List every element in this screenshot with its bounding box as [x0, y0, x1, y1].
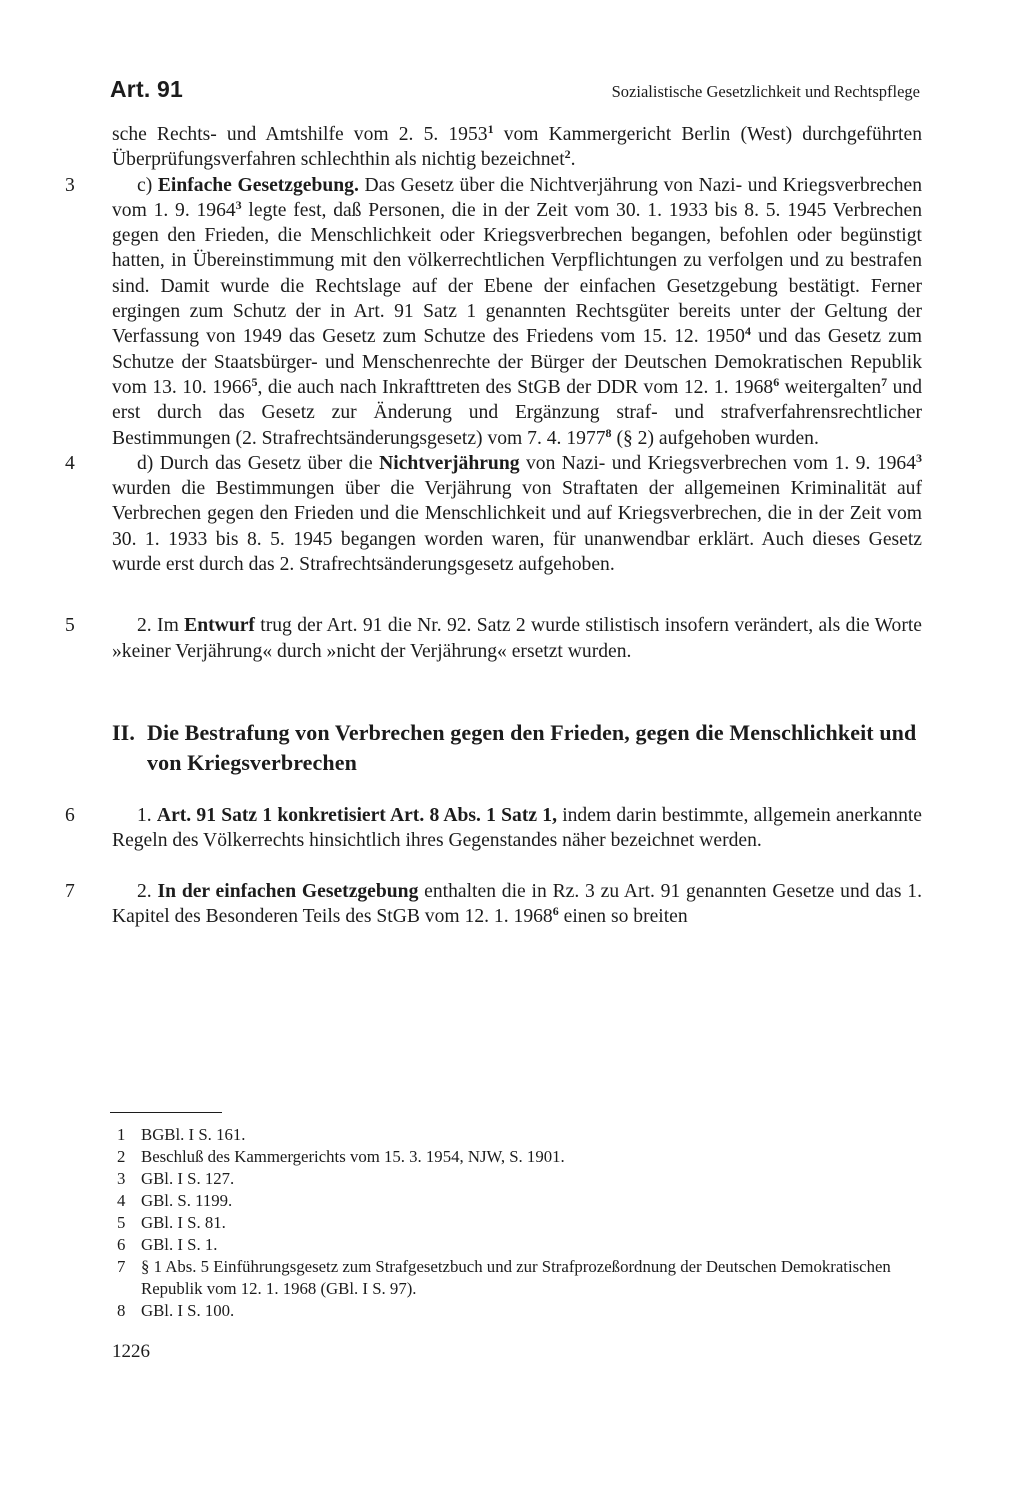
footnote: [117, 1300, 922, 1322]
footnote-ref[interactable]: 3: [916, 450, 923, 465]
text-run: trug der Art. 91 die Nr. 92. Satz 2 wurde stilistisch insofern verändert, als die Worte »keiner Verjährung« durch »nicht der Verjährung« ersetzt wurden.: [112, 615, 922, 662]
section-heading: [112, 718, 922, 778]
section-title: Die Bestrafung von Verbrechen gegen den Frieden, gegen die Menschlichkeit und von Kriegsverbrechen: [147, 719, 917, 775]
footnote-ref[interactable]: 2: [564, 147, 571, 162]
footnote: [117, 1234, 922, 1256]
footnote-number: 1: [117, 1125, 126, 1144]
bold-term: In der einfachen Gesetzgebung: [157, 880, 419, 902]
text-run: (§ 2) aufgehoben wurden.: [611, 427, 819, 449]
text-run: von Nazi- und Kriegsverbrechen vom 1. 9. 1964: [519, 452, 917, 474]
text-run: wurden die Bestimmungen über die Verjährung von Straftaten der allgemeinen Kriminalität auf Verbrechen gegen den Frieden und die Menschlichkeit und auf Kriegsverbrechen, die in der Zeit vom 30. 1. 1933 bis 8. 5. 1945 begangen worden waren, für unanwendbar erklärt. Auch dieses Gesetz wurde erst durch das 2. Strafrechtsänderungsgesetz aufgehoben.: [112, 478, 922, 576]
footnotes: [117, 1124, 922, 1322]
footnote-number: 7: [117, 1257, 126, 1276]
page-number: 1226: [112, 1341, 150, 1362]
paragraph-continued: [112, 122, 922, 173]
footnote-text: Beschluß des Kammergerichts vom 15. 3. 1954, NJW, S. 1901.: [141, 1147, 565, 1166]
text-run: vom Kammergericht Berlin (West) durchgeführten Überprüfungsverfahren schlechthin als nichtig bezeichnet: [112, 124, 922, 171]
footnote: [117, 1146, 922, 1168]
footnote-number: 5: [117, 1213, 126, 1232]
footnote-text: GBl. S. 1199.: [141, 1191, 233, 1210]
footnote: [117, 1190, 922, 1212]
footnote-number: 2: [117, 1147, 126, 1166]
text-run: c): [137, 174, 158, 196]
footnote-ref[interactable]: 8: [605, 425, 612, 440]
footnote-number: 6: [117, 1235, 126, 1254]
margin-number: 4: [65, 452, 75, 474]
text-run: 1.: [137, 804, 157, 826]
text-run: legte fest, daß Personen, die in der Zeit vom 30. 1. 1933 bis 8. 5. 1945 Verbrechen gegen den Frieden, die Menschlichkeit oder Kriegsverbrechen begangen, befohlen oder begünstigt hatten, in Übereinstimmung mit den völkerrechtlichen Verpflichtungen zu verfolgen und zu bestrafen sind. Damit wurde die Rechtslage auf der Ebene der einfachen Gesetzgebung bestätigt. Ferner ergingen zum Schutz der in Art. 91 Satz 1 genannten Rechtsgüter bereits unter der Geltung der Verfassung von 1949 das Gesetz zum Schutze des Friedens vom 15. 12. 1950: [112, 199, 922, 348]
footnote: [117, 1256, 922, 1300]
text-run: weitergalten: [779, 376, 882, 398]
footnote: [117, 1168, 922, 1190]
text-run: enthalten die in Rz. 3 zu Art. 91 genannten Gesetze und das 1. Kapitel des Besonderen Teils des StGB vom 12. 1. 1968: [112, 880, 922, 927]
section-number: II.: [112, 719, 135, 745]
bold-term: Entwurf: [184, 615, 255, 637]
margin-number: 7: [65, 880, 75, 902]
bold-term: Nichtverjährung: [379, 452, 520, 474]
paragraph-rz-5: [65, 613, 922, 664]
footnote-number: 3: [117, 1169, 126, 1188]
margin-number: 3: [65, 174, 75, 196]
paragraph-rz-6: [65, 803, 923, 854]
running-header: [110, 76, 920, 106]
text-run: Das Gesetz über die Nichtverjährung von Nazi- und Kriegsverbrechen vom 1. 9. 1964: [112, 174, 923, 221]
margin-number: 5: [65, 615, 75, 637]
footnote-ref[interactable]: 3: [235, 197, 242, 212]
footnote: [117, 1212, 922, 1234]
footnote-ref[interactable]: 7: [881, 374, 888, 389]
body-text: [65, 122, 923, 929]
header-article: Art. 91: [110, 76, 183, 102]
footnote-text: GBl. I S. 81.: [141, 1213, 226, 1232]
footnote-number: 8: [117, 1301, 126, 1320]
bold-term: Art. 91 Satz 1 konkretisiert Art. 8 Abs. 1 Satz 1,: [156, 804, 557, 826]
text-run: und das Gesetz zum Schutze der Staatsbürger- und Menschenrechte der Bürger der Deutschen Demokratischen Republik vom 13. 10. 1966: [112, 326, 922, 398]
text-run: indem darin bestimmte, allgemein anerkannte Regeln des Völkerrechts hinsichtlich ihres Gegenstandes näher bezeichnet werden.: [112, 804, 923, 852]
footnote: [117, 1124, 922, 1146]
text-run: .: [570, 149, 576, 171]
text-run: , die auch nach Inkrafttreten des StGB der DDR vom 12. 1. 1968: [257, 376, 774, 398]
header-chapter: Sozialistische Gesetzlichkeit und Rechtspflege: [611, 82, 920, 101]
footnote-text: BGBl. I S. 161.: [141, 1125, 246, 1144]
footnote-ref[interactable]: 4: [744, 324, 751, 339]
footnote-ref[interactable]: 6: [773, 374, 780, 389]
paragraph-rz-7: [65, 879, 922, 930]
footnote-text: GBl. I S. 100.: [141, 1301, 235, 1320]
footnote-ref[interactable]: 1: [487, 122, 494, 136]
text-run: sche Rechts- und Amtshilfe vom 2. 5. 1953: [112, 124, 488, 145]
footnote-ref[interactable]: 6: [552, 903, 559, 918]
footnote-text: § 1 Abs. 5 Einführungsgesetz zum Strafgesetzbuch und zur Strafprozeßordnung der Deutschen Demokratischen Republik vom 12. 1. 1968 (GBl. I S. 97).: [141, 1257, 891, 1298]
footnote-text: GBl. I S. 1.: [141, 1235, 218, 1254]
text-run: einen so breiten: [558, 905, 688, 927]
paragraph-rz-3: [65, 173, 923, 451]
paragraph-rz-4: [65, 450, 923, 577]
footnote-ref[interactable]: 5: [251, 374, 258, 389]
footnote-number: 4: [117, 1191, 126, 1210]
text-run: 2. Im: [137, 615, 185, 637]
text-run: 2.: [137, 880, 158, 902]
text-run: d) Durch das Gesetz über die: [137, 452, 380, 474]
margin-number: 6: [65, 804, 75, 826]
text-run: und erst durch das Gesetz zur Änderung und Ergänzung straf- und strafverfahrensrechtlicher Bestimmungen (2. Strafrechtsänderungsgesetz) vom 7. 4. 1977: [112, 376, 923, 449]
footnote-separator: [110, 1112, 222, 1113]
bold-term: Einfache Gesetzgebung.: [157, 174, 359, 196]
footnote-text: GBl. I S. 127.: [141, 1169, 235, 1188]
